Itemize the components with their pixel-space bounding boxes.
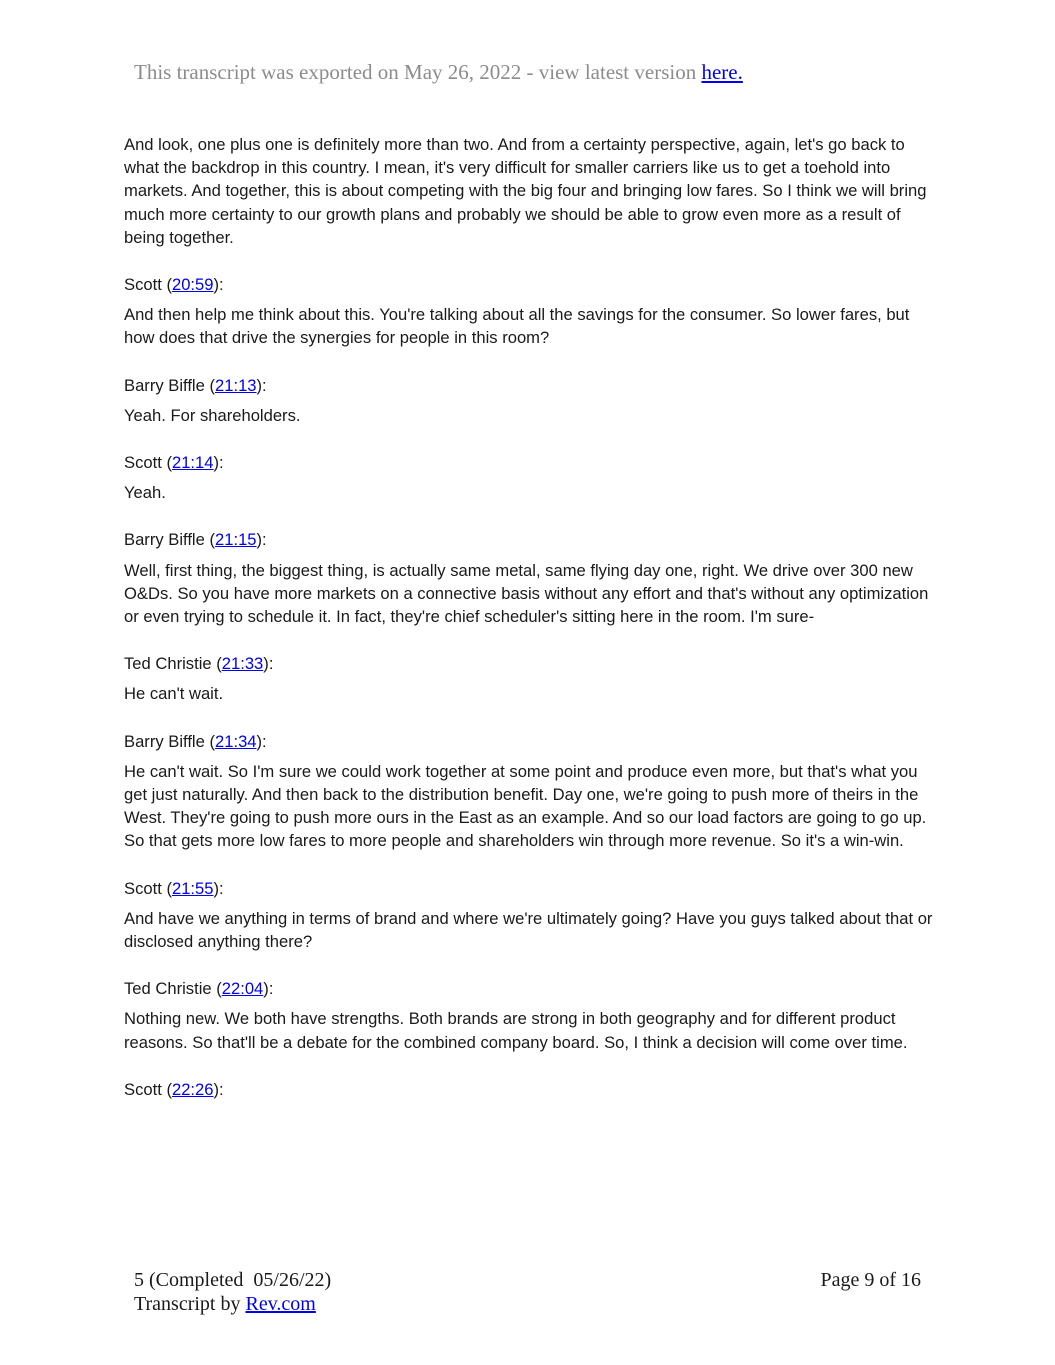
speaker-line: Barry Biffle (21:13): — [124, 375, 267, 395]
speaker-name: Barry Biffle — [124, 375, 205, 395]
speech-text: Yeah. For shareholders. — [124, 405, 301, 425]
timestamp-link[interactable]: 22:04 — [221, 979, 264, 999]
speaker-line: Scott (21:14): — [124, 453, 224, 473]
latest-version-link[interactable]: here. — [701, 60, 743, 84]
speaker-name: Ted Christie — [124, 979, 212, 999]
timestamp-link[interactable]: 22:26 — [171, 1079, 214, 1099]
speaker-line: Barry Biffle (21:34): — [124, 731, 267, 751]
timestamp-link[interactable]: 21:14 — [171, 453, 214, 473]
rev-link[interactable]: Rev.com — [245, 1293, 316, 1315]
speech-text: He can't wait. So I'm sure we could work together at some point and produce even more, but that's what you get just naturally. And then back to the distribution benefit. Day one, we're going to push more of theirs in the West. They're going to push more ours in the East as an example. And so our load factors are going to go up. So that gets more low fares to more people and shareholders win through more revenue. So it's a win-win. — [124, 761, 927, 851]
intro-paragraph: And look, one plus one is definitely more than two. And from a certainty perspective, again, let's go back to what the backdrop in this country. I mean, it's very difficult for smaller carriers like us to get a toehold into markets. And together, this is about competing with the big four and bringing low fares. So I think we will bring much more certainty to our growth plans and probably we should be able to grow even more as a result of being together. — [124, 135, 927, 247]
credit-prefix: Transcript by — [134, 1293, 246, 1315]
timestamp-link[interactable]: 21:15 — [215, 530, 257, 550]
timestamp-link[interactable]: 21:34 — [215, 731, 257, 751]
speaker-line: Scott (20:59): — [124, 275, 224, 295]
speaker-line: Barry Biffle (21:15): — [124, 530, 267, 550]
speech-text: And then help me think about this. You're talking about all the savings for the consumer. So lower fares, but how does that drive the synergies for people in this room? — [124, 305, 910, 348]
speaker-line: Scott (22:26): — [124, 1079, 224, 1099]
speaker-name: Barry Biffle — [124, 530, 205, 550]
timestamp-link[interactable]: 21:33 — [221, 654, 264, 674]
completion-note: 5 (Completed 05/26/22) — [134, 1269, 332, 1291]
timestamp-link[interactable]: 21:55 — [171, 878, 214, 898]
speech-text: Well, first thing, the biggest thing, is actually same metal, same flying day one, right. We drive over 300 new O&Ds. So you have more markets on a connective basis without any effort and that's without any optimization or even trying to schedule it. In fact, they're chief scheduler's sitting here in the room. I'm sure- — [124, 560, 929, 627]
speech-text: Nothing new. We both have strengths. Both brands are strong in both geography and for different product reasons. So that'll be a debate for the combined company board. So, I think a decision will come over time. — [124, 1009, 908, 1052]
speaker-name: Scott — [124, 1079, 162, 1099]
export-notice-text: This transcript was exported on May 26, 2022 - view latest version — [134, 60, 702, 84]
speech-text: And have we anything in terms of brand and where we're ultimately going? Have you guys talked about that or disclosed anything there? — [124, 908, 933, 952]
export-notice — [134, 60, 743, 85]
footer-left — [134, 1268, 331, 1316]
speaker-name: Scott — [124, 453, 162, 473]
speaker-line: Ted Christie (22:04): — [124, 979, 274, 999]
speaker-name: Ted Christie — [124, 654, 212, 674]
timestamp-link[interactable]: 20:59 — [171, 275, 214, 295]
transcript-body — [124, 133, 934, 1108]
speaker-line: Ted Christie (21:33): — [124, 654, 274, 674]
speaker-name: Scott — [124, 275, 162, 295]
speech-text: He can't wait. — [124, 684, 224, 704]
transcript-credit — [134, 1292, 331, 1316]
speaker-name: Barry Biffle — [124, 731, 205, 751]
speaker-name: Scott — [124, 878, 162, 898]
page-number: Page 9 of 16 — [820, 1269, 921, 1291]
timestamp-link[interactable]: 21:13 — [215, 375, 257, 395]
transcript-entries — [124, 273, 934, 1101]
speech-text: Yeah. — [124, 483, 166, 503]
speaker-line: Scott (21:55): — [124, 878, 224, 898]
